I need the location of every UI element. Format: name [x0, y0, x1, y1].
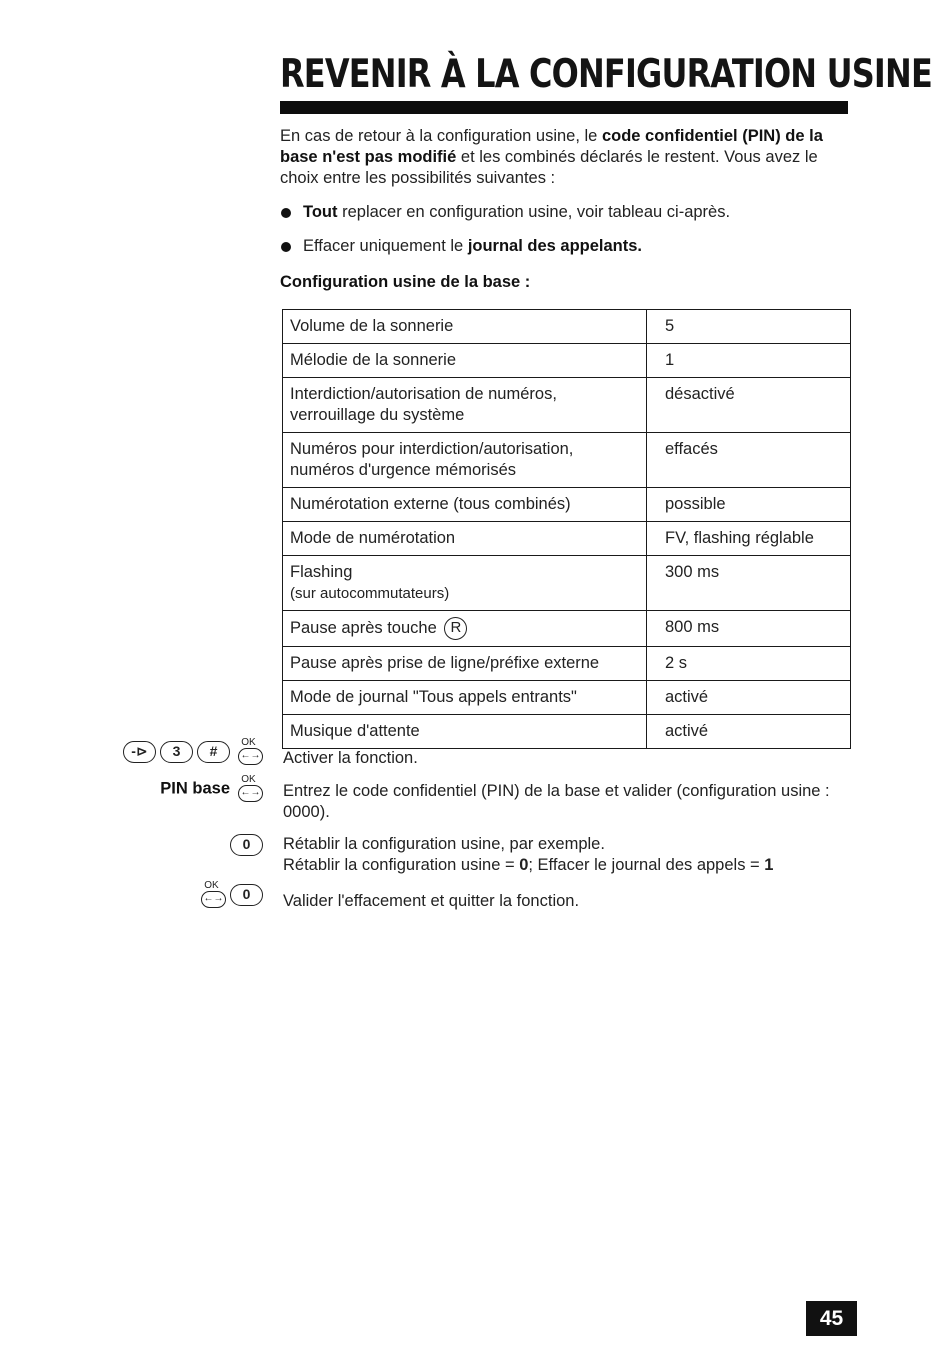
setting-cell: Numérotation externe (tous combinés): [283, 488, 647, 522]
option-text: Effacer uniquement le: [303, 237, 468, 255]
value-cell: désactivé: [647, 378, 851, 433]
intro-text-end: et les combinés déclarés le restent. Vous avez le choix entre les possibilités suivantes :: [280, 148, 818, 187]
table-row: [283, 522, 851, 556]
key-sequence: [193, 881, 263, 909]
ok-key-icon: [234, 775, 263, 803]
option-text: replacer en configuration usine, voir tableau ci-après.: [337, 203, 731, 221]
digit-0-key-icon: 0: [230, 834, 263, 856]
text-part: Rétablir la configuration usine =: [283, 856, 520, 874]
key-sequence: [160, 775, 263, 803]
value-0: 0: [519, 856, 529, 874]
title-rule: [280, 101, 848, 114]
value-cell: 2 s: [647, 647, 851, 681]
value-cell: activé: [647, 681, 851, 715]
setting-cell: Numéros pour interdiction/autorisation, numéros d'urgence mémorisés: [283, 433, 647, 488]
table-row: [283, 433, 851, 488]
key-sequence: [119, 738, 263, 766]
bullet-icon: [281, 242, 291, 252]
key-sequence: [226, 834, 263, 856]
step-description: Entrez le code confidentiel (PIN) de la base et valider (configuration usine : 0000).: [283, 782, 830, 821]
page-title: REVENIR À LA CONFIGURATION USINE: [280, 52, 932, 97]
table-heading: Configuration usine de la base :: [280, 273, 531, 291]
value-cell: effacés: [647, 433, 851, 488]
hash-key-icon: #: [197, 741, 230, 763]
setting-note: (sur autocommutateurs): [290, 585, 450, 602]
setting-cell: Mélodie de la sonnerie: [283, 344, 647, 378]
table-row: [283, 647, 851, 681]
ok-arrow-icon: ←→: [201, 891, 226, 908]
step-description: Valider l'effacement et quitter la fonction.: [283, 892, 580, 910]
intro-text: En cas de retour à la configuration usine, le: [280, 127, 602, 145]
ok-arrow-icon: ←→: [238, 785, 263, 802]
ok-key-icon: [197, 881, 226, 909]
digit-3-key-icon: 3: [160, 741, 193, 763]
menu-key-icon: -⊳: [123, 741, 156, 763]
ok-label: OK: [241, 774, 256, 785]
option-item-all: [280, 202, 850, 223]
value-cell: FV, flashing réglable: [647, 522, 851, 556]
intro-bold-text: code confidentiel (PIN) de la base n'est pas modifié: [280, 127, 823, 166]
setting-cell: Musique d'attente: [283, 715, 647, 749]
value-cell: 5: [647, 310, 851, 344]
ok-key-icon: [234, 738, 263, 766]
ok-label: OK: [204, 880, 219, 891]
value-cell: 1: [647, 344, 851, 378]
table-row: [283, 310, 851, 344]
value-cell: 300 ms: [647, 556, 851, 611]
hangup-key-icon: 0: [230, 884, 263, 906]
setting-text: Flashing: [290, 563, 353, 581]
ok-arrow-icon: ←→: [238, 748, 263, 765]
option-list: [280, 202, 850, 270]
table-row: [283, 344, 851, 378]
table-row: [283, 681, 851, 715]
option-item-journal: [280, 236, 850, 257]
setting-cell: Interdiction/autorisation de numéros, verrouillage du système: [283, 378, 647, 433]
option-bold: journal des appelants.: [467, 237, 643, 255]
r-key-icon: R: [444, 617, 467, 640]
ok-label: OK: [241, 737, 256, 748]
setting-cell: Pause après prise de ligne/préfixe externe: [283, 647, 647, 681]
table-row: [283, 378, 851, 433]
step-description: Activer la fonction.: [283, 749, 418, 767]
table-row: [283, 556, 851, 611]
option-bold: Tout: [303, 203, 338, 221]
value-1: 1: [764, 856, 774, 874]
setting-cell: Mode de numérotation: [283, 522, 647, 556]
setting-cell: Volume de la sonnerie: [283, 310, 647, 344]
step-description: [283, 834, 863, 876]
bullet-icon: [281, 208, 291, 218]
setting-cell: [283, 611, 647, 647]
step-description-line: Rétablir la configuration usine, par exemple.: [283, 835, 605, 853]
value-cell: 800 ms: [647, 611, 851, 647]
text-part: ; Effacer le journal des appels =: [528, 856, 765, 874]
value-cell: possible: [647, 488, 851, 522]
step-description-line: [283, 855, 863, 876]
table-row: [283, 611, 851, 647]
setting-text: Pause après touche: [290, 618, 437, 637]
factory-config-table: [282, 309, 851, 749]
table-row: [283, 715, 851, 749]
intro-paragraph: [280, 126, 850, 189]
page-number: 45: [806, 1301, 857, 1336]
setting-cell: Mode de journal "Tous appels entrants": [283, 681, 647, 715]
pin-base-label: PIN base: [160, 779, 230, 798]
value-cell: activé: [647, 715, 851, 749]
table-row: [283, 488, 851, 522]
setting-cell: [283, 556, 647, 611]
